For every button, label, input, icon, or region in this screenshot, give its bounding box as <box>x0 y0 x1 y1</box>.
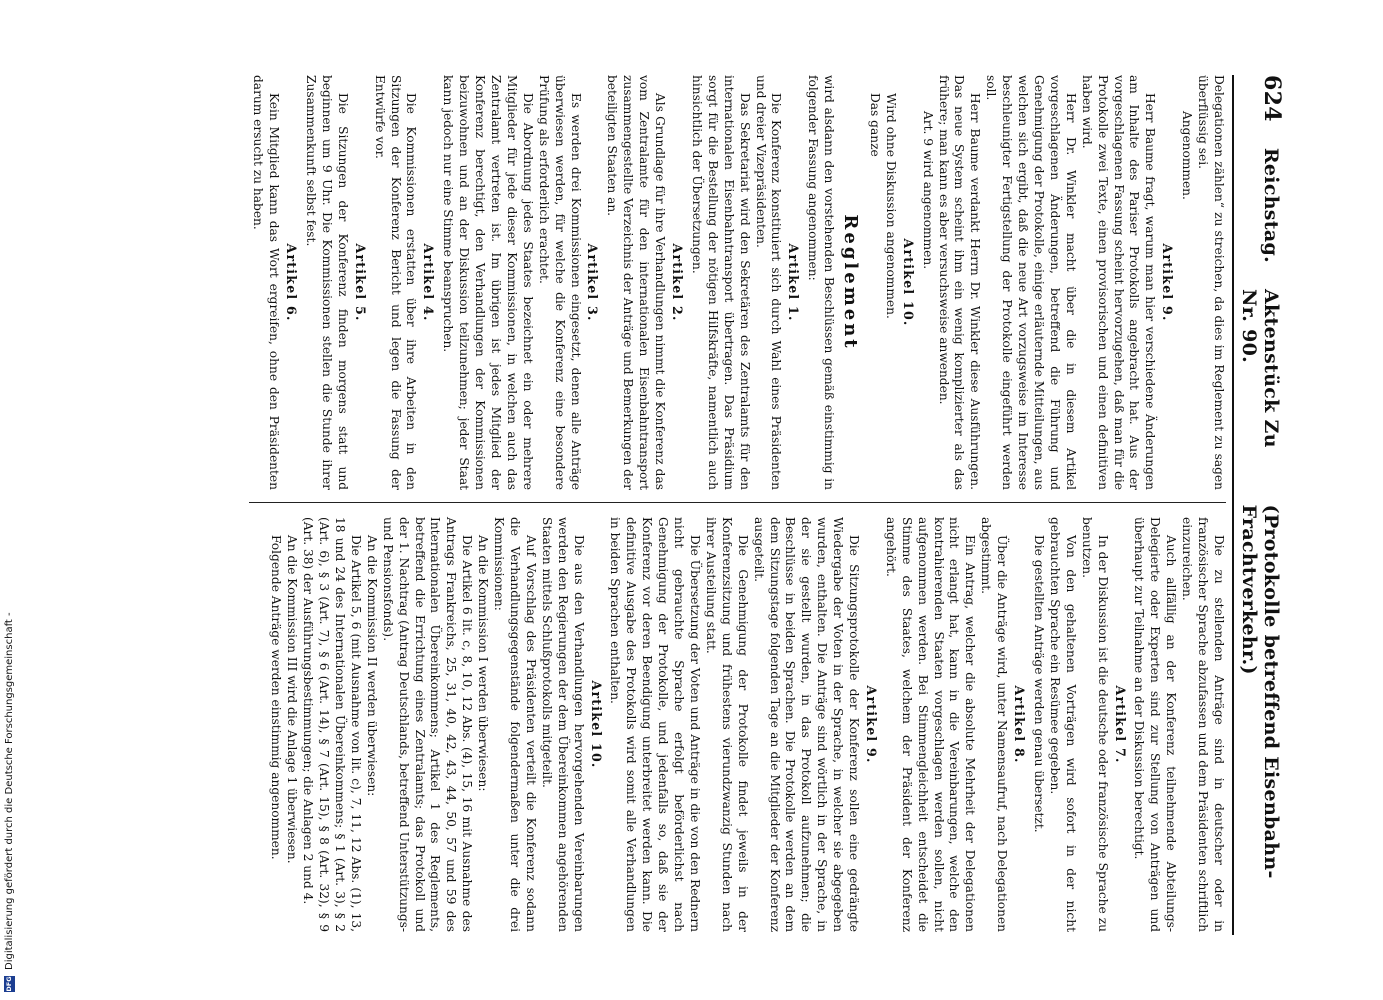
header-subtitle: (Protokolle betreffend Eisenbahn-Frachtverkehr.) <box>1238 504 1282 879</box>
article-heading: Artikel 6. <box>284 243 300 322</box>
paragraph: Kein Mitglied kann das Wort ergreifen, ohne den Präsidenten darum ersucht zu haben. <box>251 75 282 490</box>
text-columns <box>249 75 1226 935</box>
paragraph: Angenommen. <box>1180 111 1195 200</box>
article-heading: Artikel 3. <box>585 243 601 322</box>
paragraph: Das Sekretariat wird den Sekretären des Zentralamts für den internationalen Eisenbahntransport übertragen. Das Präsidium sorgt für die Bestellung der nötigen Hilfskräfte, namentlich auch hinsichtlich der Übersetzungen. <box>689 75 752 490</box>
paragraph: Die Sitzungsprotokolle der Konferenz sollen eine gedrängte Wiedergabe der Voten in der Sprache, in welcher sie abgegeben wurden, enthalten. Die Anträge sind wörtlich in der Sprache, in der sie gestellt wurden, in das Protokoll aufzunehmen; die Beschlüsse in beiden Sprachen. Die Protokolle werden an dem dem Sitzungstage folgenden Tage an die Mitglieder der Konferenz ausgeteilt. <box>751 517 862 932</box>
paragraph: Die Kommissionen erstatten über ihre Arbeiten in den Sitzungen der Konferenz Bericht und legen die Fassung der Entwürfe vor. <box>372 75 419 490</box>
paragraph: Die Abordnung jedes Staates bezeichnet ein oder mehrere Mitglieder für jede dieser Kommissionen, in welchen auch das Zentralamt vertreten ist. Im übrigen ist jedes Mitglied der Konferenz berechtigt, den Verhandlungen der Kommissionen beizuwohnen und an der Diskussion teilzunehmen; jeder Staat kann jedoch nur eine Stimme beanspruchen. <box>441 75 535 490</box>
paragraph: Die Artikel 5, 6 (mit Ausnahme von lit. c), 7, 11, 12 Abs. (1), 13, 18 und 24 des Internationalen Übereinkommens; § 1 (Art. 3), § 2 (Art. 6), § 3 (Art. 7), § 6 (Art. 14), § 7 (Art. 15), § 8 (Art. 32), § 9 (Art. 38) der Ausführungsbestimmungen; die Anlagen 2 und 4. <box>301 517 363 932</box>
paragraph: Herr Baume fragt, warum man hier verschiedene Änderungen am Inhalte des Pariser Protokolls angebracht hat. Aus der vorgeschlagenen Fassung scheint hervorzugehen, daß man für die Protokolle zwei Texte, einen provisorischen und einen definitiven haben wird. <box>1079 75 1158 490</box>
paragraph: Ein Antrag, welcher die absolute Mehrheit der Delegationen nicht erlangt hat, kann in die Vereinbarungen, welche den kontrahierenden Staaten vorgeschlagen werden sollen, nicht aufgenommen werden. Bei Stimmengleichheit entscheidet die Stimme des Staates, welchem der Präsident der Konferenz angehört. <box>883 517 978 932</box>
paragraph: Das ganze <box>867 93 882 157</box>
paragraph: Auch allfällig an der Konferenz teilnehmende Abteilungs-Delegierte oder Experten sind zur Stellung von Anträgen und überhaupt zur Teilnahme an der Diskussion berechtigt. <box>1132 517 1179 932</box>
article-heading: Artikel 9. <box>863 685 879 764</box>
paragraph: Die aus den Verhandlungen hervorgehenden Vereinbarungen werden den Regierungen der dem Übereinkommen angehörenden Staaten mittels Schlußprotokolls mitgeteilt. <box>539 517 586 932</box>
dfg-logo: DFG <box>4 976 13 992</box>
paragraph: wird alsdann den vorstehenden Beschlüssen gemäß einstimmig in folgender Fassung angenommen: <box>806 75 837 490</box>
paragraph: Folgende Anträge werden einstimmig angenommen. <box>269 535 284 860</box>
article-heading: Artikel 9. <box>1160 243 1176 322</box>
page-content <box>249 75 1285 935</box>
paragraph: Es werden drei Kommissionen eingesetzt, denen alle Anträge überwiesen werden, für welche die Konferenz eine besondere Prüfung als erforderlich erachtet. <box>536 75 583 490</box>
article-heading: Artikel 1. <box>786 243 802 322</box>
header-title: Aktenstück Zu Nr. 90. <box>1238 289 1282 448</box>
article-heading: Artikel 10. <box>900 238 916 327</box>
paragraph: Die Konferenz konstituiert sich durch Wahl eines Präsidenten und dreier Vizepräsidenten. <box>753 75 784 490</box>
paragraph: Die Sitzungen der Konferenz finden morgens statt und beginnen um 9 Uhr. Die Kommissionen stellen die Stunde ihrer Zusammenkunft selbst fest. <box>304 75 350 490</box>
paragraph: Delegationen zählen“ zu streichen, da dies im Reglement zu sagen überflüssig sei. <box>1196 75 1226 490</box>
article-heading: Reglement <box>840 214 862 351</box>
page-header <box>1232 75 1285 935</box>
header-section: Reichstag. <box>1260 147 1282 263</box>
paragraph: An die Kommission III wird die Anlage 1 überwiesen. <box>285 535 300 864</box>
paragraph: Die Artikel 6 lit. c, 8, 10, 12 Abs. (4), 15, 16 mit Ausnahme des Antrags Frankreichs, 25, 31, 40, 42, 43, 44, 50, 57 und 59 des Internationalen Übereinkommens; Artikel 1 des Reglements, betreffend die Errichtung eines Zentralamts; das Protokoll und der 1. Nachtrag (Antrag Deutschlands, betreffend Unterstützungs- und Pensionsfonds). <box>380 517 475 932</box>
digitization-note-text: Digitalisierung gefördert durch die Deutsche Forschungsgemeinschaft - <box>3 612 15 970</box>
paragraph: Die gestellten Anträge werden genau übersetzt. <box>1032 535 1047 833</box>
article-heading: Artikel 5. <box>352 243 368 322</box>
paragraph: Die Genehmigung der Protokolle findet jeweils in der Konferenzsitzung und frühestens vierundzwanzig Stunden nach ihrer Austeilung statt. <box>703 517 750 932</box>
paragraph: Art. 9 wird angenommen. <box>920 111 935 270</box>
left-column <box>249 75 1226 503</box>
paragraph: Wird ohne Diskussion angenommen. <box>883 93 898 319</box>
paragraph: Die zu stellenden Anträge sind in deutscher oder in französischer Sprache abzufassen und dem Präsidenten schriftlich einzureichen. <box>1180 517 1226 932</box>
page-number: 624 <box>1259 75 1285 122</box>
article-heading: Artikel 4. <box>421 243 437 322</box>
paragraph: An die Kommission I werden überwiesen: <box>476 535 491 792</box>
paragraph: Von den gehaltenen Vorträgen wird sofort in der nicht gebrauchten Sprache ein Resümee gegeben. <box>1047 517 1078 932</box>
paragraph: Herr Baume verdankt Herrn Dr. Winkler diese Ausführungen. Das neue System scheint ihm ein wenig komplizierter als das frühere; man kann es aber versuchsweise anwenden. <box>936 75 983 490</box>
paragraph: Herr Dr. Winkler macht über die in diesem Artikel vorgeschlagenen Änderungen, betreffend die Führung und Genehmigung der Protokolle, einige erläuternde Mitteilungen, aus welchen sich ergibt, daß die neue Art vorzugsweise im Interesse beschleunigter Fertigstellung der Protokolle eingeführt werden soll. <box>984 75 1078 490</box>
article-heading: Artikel 10. <box>588 680 604 769</box>
paragraph: In der Diskussion ist die deutsche oder französische Sprache zu benutzen. <box>1079 517 1110 932</box>
paragraph: Die Übersetzung der Voten und Anträge in die von den Rednern nicht gebrauchte Sprache erfolgt beförderlichst nach Genehmigung der Protokolle, und jedenfalls so, daß sie der Konferenz vor deren Beendigung unterbreitet werden kann. Die definitive Ausgabe des Protokolls wird somit alle Verhandlungen in beiden Sprachen enthalten. <box>608 517 702 932</box>
article-heading: Artikel 2. <box>670 243 685 322</box>
article-heading: Artikel 7. <box>1112 685 1128 764</box>
paragraph: Über die Anträge wird, unter Namensaufruf, nach Delegationen abgestimmt. <box>979 517 1010 932</box>
article-heading: Artikel 8. <box>1012 685 1028 764</box>
right-column <box>249 503 1226 932</box>
digitization-note <box>0 0 18 1000</box>
paragraph: Auf Vorschlag des Präsidenten verteilt die Konferenz sodann die Verhandlungsgegenstände folgendermaßen unter die drei Kommissionen: <box>492 517 538 932</box>
paragraph: An die Kommission II werden überwiesen: <box>364 535 379 797</box>
paragraph: Als Grundlage für ihre Verhandlungen nimmt die Konferenz das vom Zentralamte für den internationalen Eisenbahntransport zusammengestellte Verzeichnis der Anträge und Bemerkungen der beteiligten Staaten an. <box>605 75 668 490</box>
